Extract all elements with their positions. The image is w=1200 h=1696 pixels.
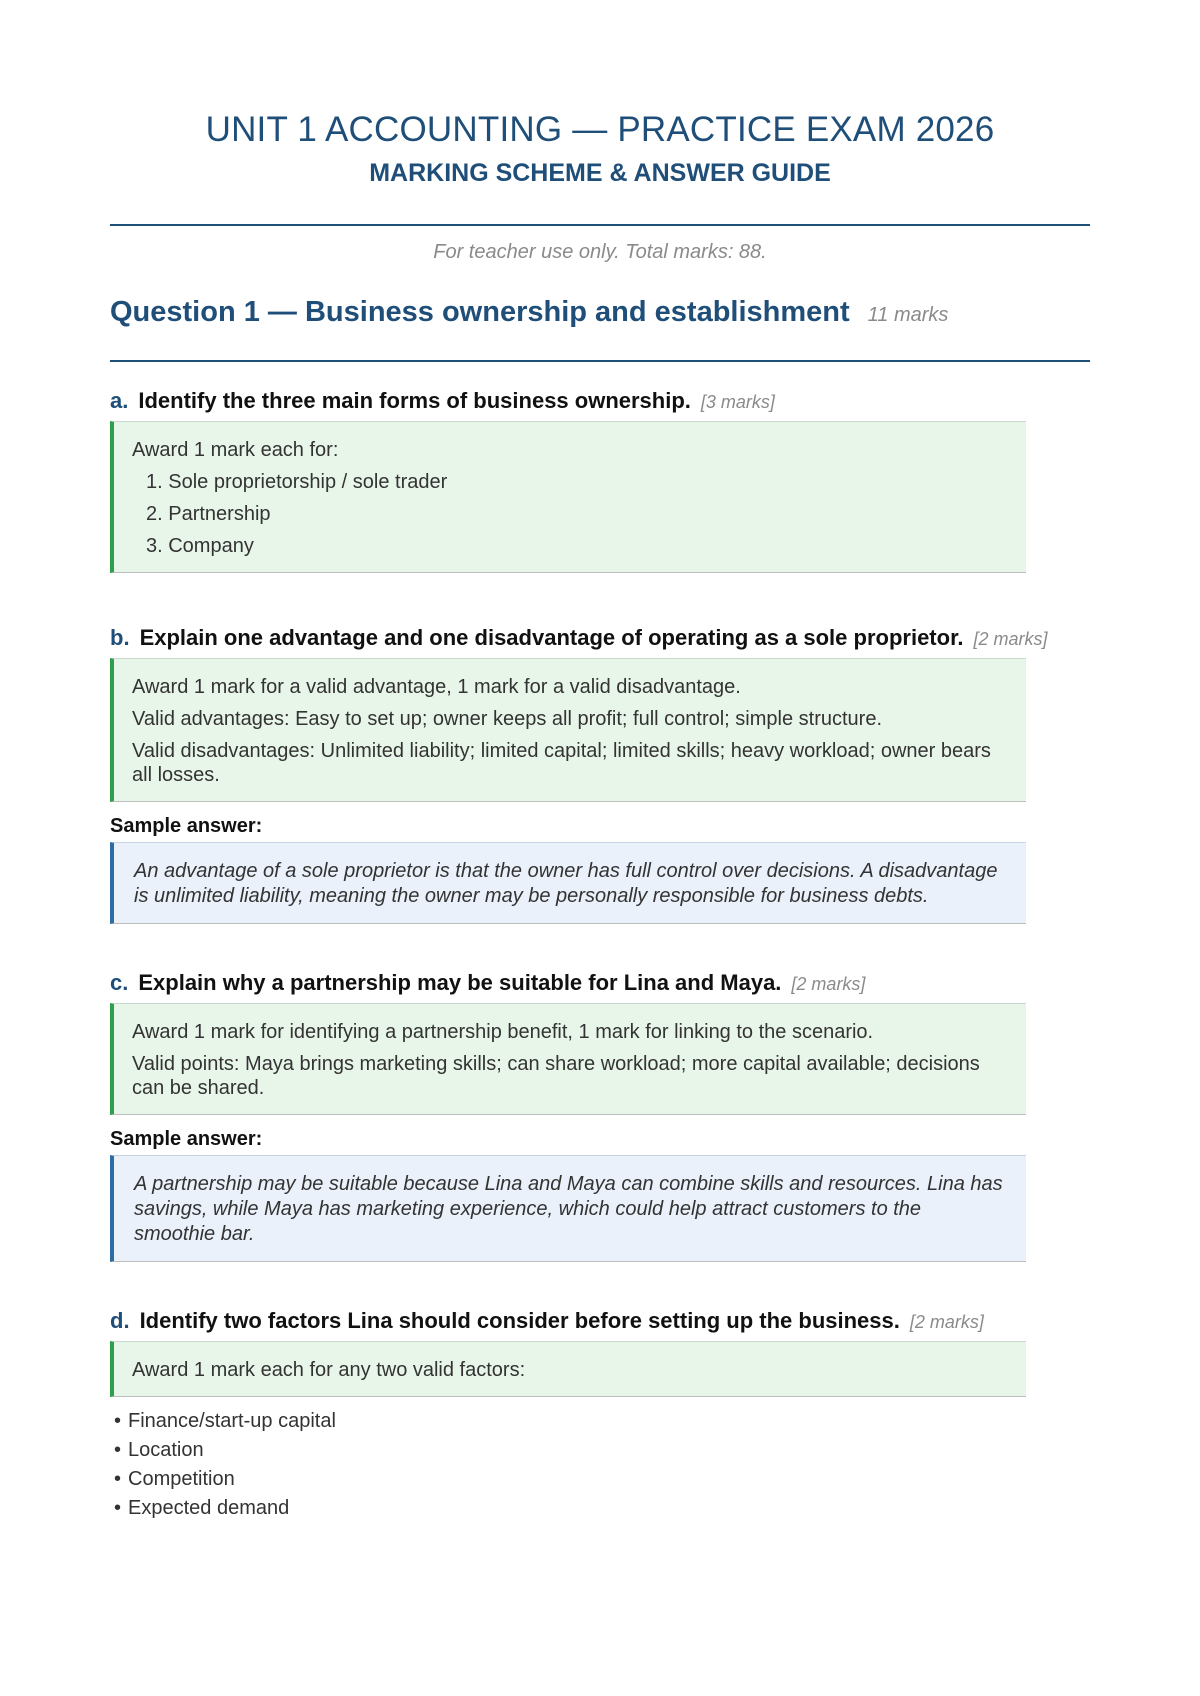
question-marks: 11 marks: [867, 304, 949, 326]
part-heading: [110, 970, 1090, 997]
part-marks: [2 marks]: [973, 629, 1048, 649]
part-b: [110, 625, 1090, 924]
part-c: [110, 970, 1090, 1262]
sample-answer-box: An advantage of a sole proprietor is that the owner has full control over decisions. A disadvantage is unlimited liability, meaning the owner may be personally responsible for business debts.: [110, 842, 1026, 924]
teacher-note: For teacher use only. Total marks: 88.: [433, 241, 767, 263]
scheme-line: Valid advantages: Easy to set up; owner keeps all profit; full control; simple structure.: [132, 708, 882, 730]
part-a: [110, 388, 1090, 573]
document-header: [110, 0, 1090, 188]
part-question: Identify two factors Lina should consider before setting up the business.: [139, 1308, 900, 1333]
scheme-line: Award 1 mark for a valid advantage, 1 mark for a valid disadvantage.: [132, 676, 741, 698]
part-letter: c.: [110, 970, 129, 995]
question-title: Question 1 — Business ownership and establishment: [110, 296, 850, 328]
scheme-line: Valid points: Maya brings marketing skills; can share workload; more capital available; decisions can be shared.: [132, 1053, 980, 1099]
part-marks: [2 marks]: [791, 974, 866, 994]
list-item: • Location: [110, 1436, 1090, 1465]
marking-scheme-box: [110, 421, 1026, 573]
marking-scheme-box: [110, 1003, 1026, 1115]
marking-scheme-box: [110, 1341, 1026, 1397]
scheme-intro: Award 1 mark each for:: [132, 439, 339, 461]
part-question: Explain why a partnership may be suitable for Lina and Maya.: [138, 970, 782, 995]
list-item: 1. Sole proprietorship / sole trader: [146, 471, 448, 493]
factor-list: [110, 1407, 1090, 1523]
list-item: • Expected demand: [110, 1494, 1090, 1523]
header-divider: [110, 224, 1090, 226]
list-item: 3. Company: [146, 535, 254, 557]
part-d: [110, 1308, 1090, 1523]
part-question: Explain one advantage and one disadvantage of operating as a sole proprietor.: [139, 625, 964, 650]
list-item: 2. Partnership: [146, 503, 271, 525]
document-title: UNIT 1 ACCOUNTING — PRACTICE EXAM 2026: [205, 110, 995, 149]
question-1: [110, 294, 1090, 1523]
part-letter: a.: [110, 388, 129, 413]
sample-answer-label: Sample answer:: [110, 815, 263, 837]
part-question: Identify the three main forms of business ownership.: [138, 388, 691, 413]
list-item: • Competition: [110, 1465, 1090, 1494]
part-letter: b.: [110, 625, 130, 650]
document-subtitle: MARKING SCHEME & ANSWER GUIDE: [369, 159, 831, 187]
scheme-line: Award 1 mark for identifying a partnership benefit, 1 mark for linking to the scenario.: [132, 1021, 874, 1043]
scheme-line: Award 1 mark each for any two valid factors:: [132, 1359, 526, 1381]
question-heading: [110, 294, 1090, 330]
part-marks: [2 marks]: [909, 1312, 984, 1332]
part-heading: [110, 1308, 1090, 1335]
part-letter: d.: [110, 1308, 130, 1333]
scheme-line: Valid disadvantages: Unlimited liability; limited capital; limited skills; heavy workload; owner bears all losses.: [132, 740, 991, 786]
sample-answer-box: A partnership may be suitable because Lina and Maya can combine skills and resources. Lina has savings, while Maya has marketing experience, which could help attract customers to the smoothie bar.: [110, 1155, 1026, 1262]
list-item: • Finance/start-up capital: [110, 1407, 1090, 1436]
part-marks: [3 marks]: [700, 392, 775, 412]
scheme-list: [132, 470, 1006, 558]
question-divider: [110, 360, 1090, 362]
marking-scheme-box: [110, 658, 1026, 802]
part-heading: [110, 625, 1090, 652]
sample-answer-label: Sample answer:: [110, 1128, 263, 1150]
part-heading: [110, 388, 1090, 415]
